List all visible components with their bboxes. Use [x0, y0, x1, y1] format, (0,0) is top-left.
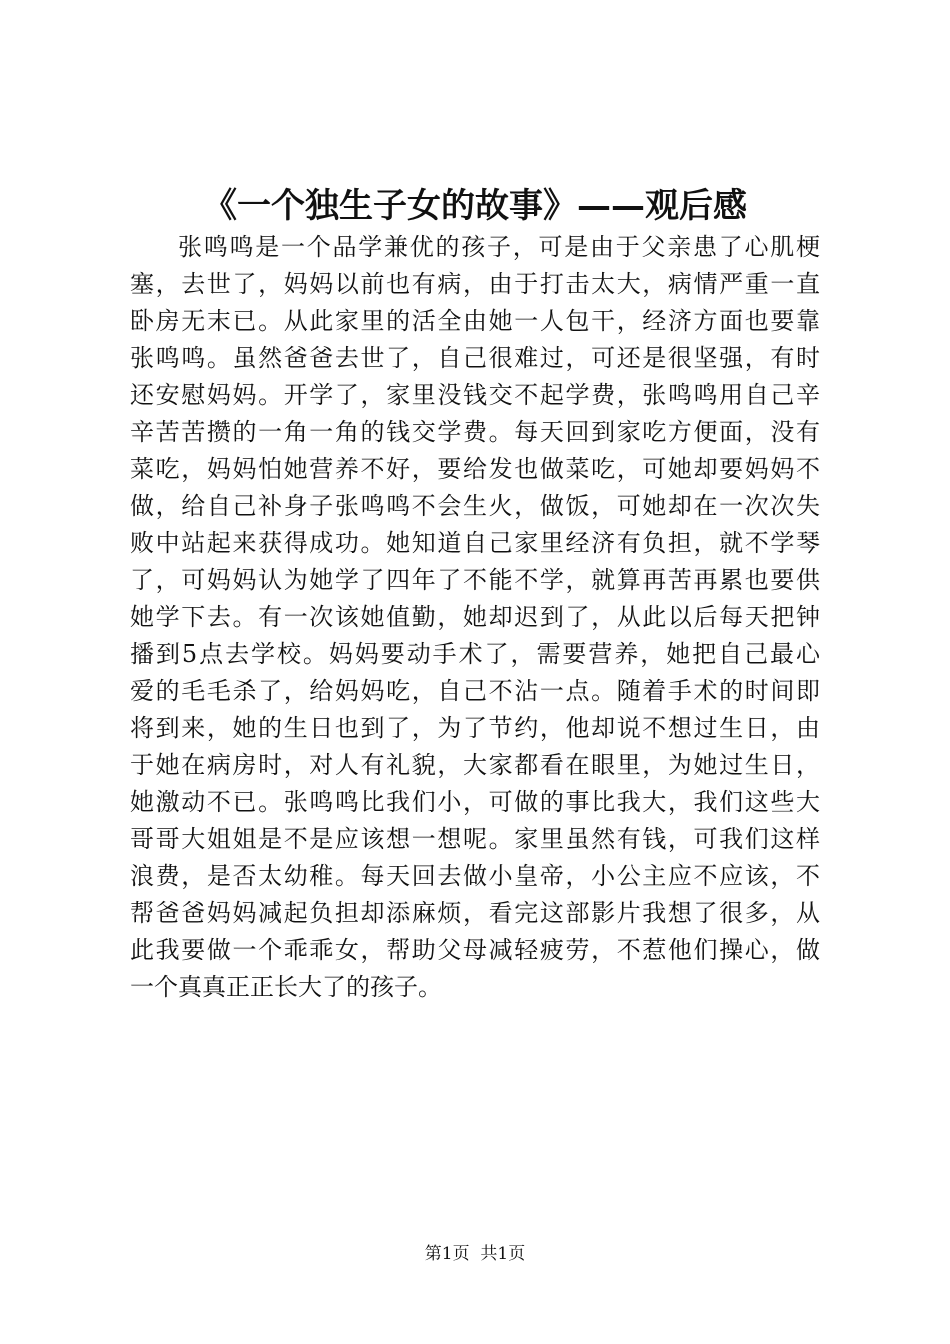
- body-line: 将到来，她的生日也到了，为了节约，他却说不想过生日，由: [130, 714, 820, 742]
- body-line: 此我要做一个乖乖女，帮助父母减轻疲劳，不惹他们操心，做: [130, 936, 820, 964]
- body-line: 辛苦苦攒的一角一角的钱交学费。每天回到家吃方便面，没有: [130, 418, 820, 446]
- body-line: 做，给自己补身子张鸣鸣不会生火，做饭，可她却在一次次失: [130, 492, 820, 520]
- page-number-footer: 第1页 共1页: [424, 1244, 526, 1264]
- document-body: [130, 229, 820, 1006]
- body-line: 菜吃，妈妈怕她营养不好，要给发也做菜吃，可她却要妈妈不: [130, 455, 820, 483]
- body-line: 一个真真正正长大了的孩子。: [130, 973, 442, 1001]
- body-line: 张鸣鸣。虽然爸爸去世了，自己很难过，可还是很坚强，有时: [130, 344, 820, 372]
- body-line: 浪费，是否太幼稚。每天回去做小皇帝，小公主应不应该，不: [130, 862, 820, 890]
- body-line: 帮爸爸妈妈减起负担却添麻烦，看完这部影片我想了很多，从: [130, 899, 820, 927]
- body-line: 她学下去。有一次该她值勤，她却迟到了，从此以后每天把钟: [130, 603, 820, 631]
- body-line: 张鸣鸣是一个品学兼优的孩子，可是由于父亲患了心肌梗: [178, 233, 820, 261]
- body-line: 播到5点去学校。妈妈要动手术了，需要营养，她把自己最心: [130, 640, 820, 668]
- body-line: 她激动不已。张鸣鸣比我们小，可做的事比我大，我们这些大: [130, 788, 820, 816]
- document-title: 《一个独生子女的故事》——观后感: [203, 186, 747, 226]
- body-line: 卧房无末已。从此家里的活全由她一人包干，经济方面也要靠: [130, 307, 820, 335]
- body-line: 哥哥大姐姐是不是应该想一想呢。家里虽然有钱，可我们这样: [130, 825, 820, 853]
- body-line: 塞，去世了，妈妈以前也有病，由于打击太大，病情严重一直: [130, 270, 820, 298]
- body-line: 于她在病房时，对人有礼貌，大家都看在眼里，为她过生日，: [130, 751, 820, 779]
- body-line: 还安慰妈妈。开学了，家里没钱交不起学费，张鸣鸣用自己辛: [130, 381, 820, 409]
- body-line: 了，可妈妈认为她学了四年了不能不学，就算再苦再累也要供: [130, 566, 820, 594]
- body-line: 爱的毛毛杀了，给妈妈吃，自己不沾一点。随着手术的时间即: [130, 677, 820, 705]
- body-line: 败中站起来获得成功。她知道自己家里经济有负担，就不学琴: [130, 529, 820, 557]
